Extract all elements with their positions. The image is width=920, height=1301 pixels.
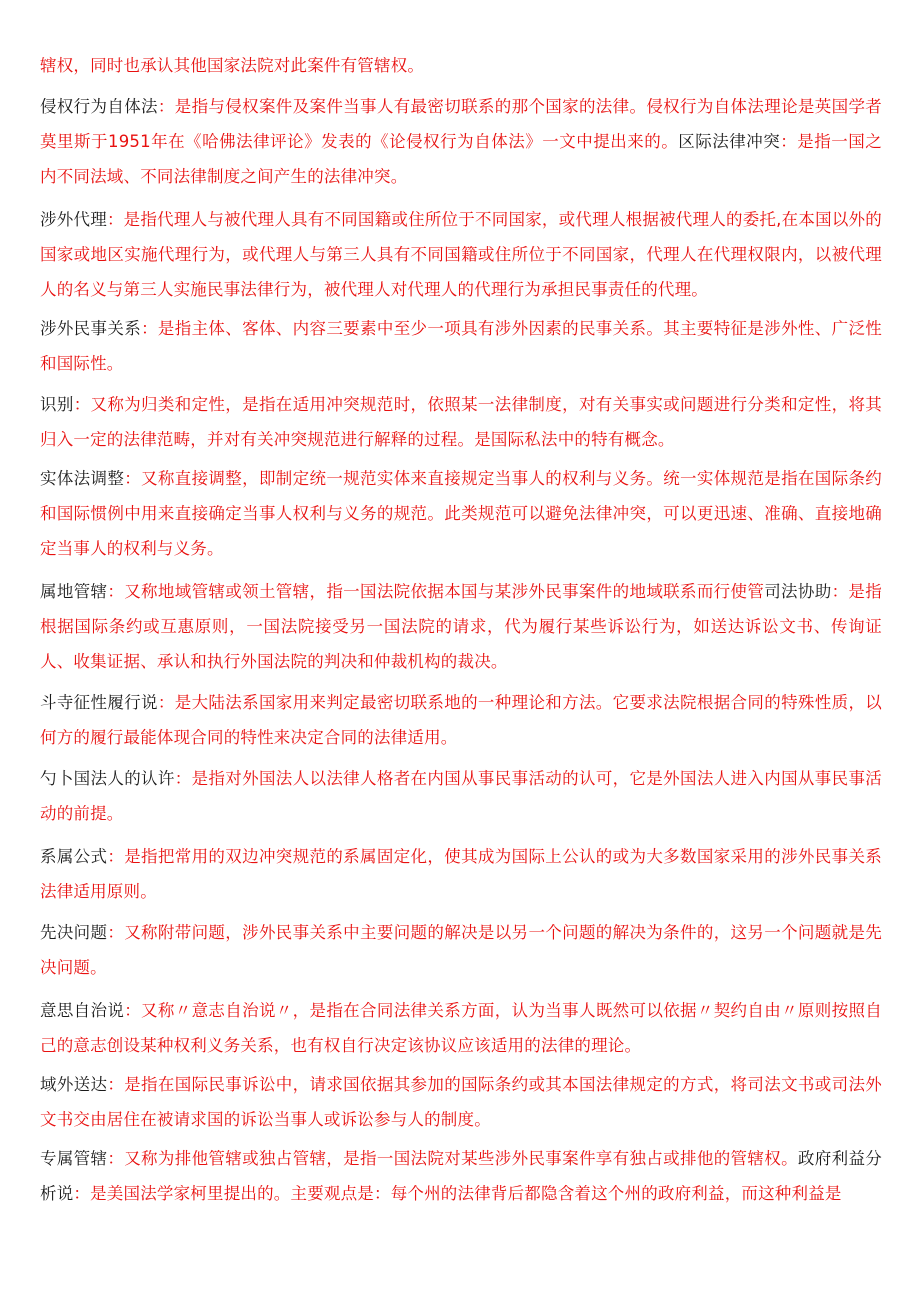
glossary-term: 区际法律冲突 xyxy=(678,132,781,151)
glossary-term: 侵权行为自体法 xyxy=(40,97,158,116)
glossary-definition: ：又称为归类和定性，是指在适用冲突规范时，依照某一法律制度，对有关事实或问题进行分类和定性，将其归入一定的法律范畴，并对有关冲突规范进行解释的过程。是国际私法中的特有概念。 xyxy=(40,395,882,449)
glossary-definition: ：是大陆法系国家用来判定最密切联系地的一种理论和方法。它要求法院根据合同的特殊性质，以何方的履行最能体现合同的特性来决定合同的法律适用。 xyxy=(40,693,882,747)
glossary-definition: ：是美国法学家柯里提出的。主要观点是：每个州的法律背后都隐含着这个州的政府利益，而这种利益是 xyxy=(73,1184,842,1203)
glossary-definition: ：是指把常用的双边冲突规范的系属固定化，使其成为国际上公认的或为大多数国家采用的涉外民事关系法律适用原则。 xyxy=(40,847,882,901)
glossary-definition: ：是指与侵权案件及案件当事人有最密切联系的那个国家的法律。侵权行为自体法理论是英国学者莫里斯于1951年在《哈佛法律评论》发表的《论侵权行为自体法》一文中提出来的。 xyxy=(40,97,882,151)
glossary-term: 属地管辖 xyxy=(40,582,108,601)
glossary-paragraph xyxy=(40,915,882,985)
glossary-paragraph xyxy=(40,461,882,566)
glossary-definition: ：又称地域管辖或领土管辖，指一国法院依据本国与某涉外民事案件的地域联系而行使管 xyxy=(107,582,765,601)
glossary-paragraph xyxy=(40,761,882,831)
document-page xyxy=(40,48,882,1215)
glossary-term: 专属管辖 xyxy=(40,1149,108,1168)
glossary-definition: ：是指主体、客体、内容三要素中至少一项具有涉外因素的民事关系。其主要特征是涉外性、广泛性和国际性。 xyxy=(40,319,882,373)
glossary-term: 系属公式 xyxy=(40,847,108,866)
glossary-paragraph xyxy=(40,202,882,307)
glossary-paragraph xyxy=(40,993,882,1063)
glossary-definition: ：是指一国之内不同法域、不同法律制度之间产生的法律冲突。 xyxy=(40,132,883,186)
glossary-definition: ：是指对外国法人以法律人格者在内国从事民事活动的认可，它是外国法人进入内国从事民事活动的前提。 xyxy=(40,769,882,823)
glossary-paragraph xyxy=(40,89,882,194)
glossary-definition: ：是指根据国际条约或互惠原则，一国法院接受另一国法院的请求，代为履行某些诉讼行为，如送达诉讼文书、传询证人、收集证据、承认和执行外国法院的判决和仲裁机构的裁决。 xyxy=(40,582,882,671)
glossary-term: 先决问题 xyxy=(40,923,108,942)
glossary-definition: ：是指在国际民事诉讼中，请求国依据其参加的国际条约或其本国法律规定的方式，将司法文书或司法外文书交由居住在被请求国的诉讼当事人或诉讼参与人的制度。 xyxy=(40,1075,882,1129)
glossary-definition: ：是指代理人与被代理人具有不同国籍或住所位于不同国家，或代理人根据被代理人的委托,在本国以外的国家或地区实施代理行为，或代理人与第三人具有不同国籍或住所位于不同国家，代理人在代理权限内，以被代理人的名义与第三人实施民事法律行为，被代理人对代理人的代理行为承担民事责任的代理。 xyxy=(40,210,882,299)
glossary-paragraph xyxy=(40,1067,882,1137)
glossary-term: 识别 xyxy=(40,395,74,414)
glossary-paragraph xyxy=(40,685,882,755)
glossary-definition: 辖权，同时也承认其他国家法院对此案件有管辖权。 xyxy=(40,56,425,75)
glossary-term: 涉外代理 xyxy=(40,210,107,229)
glossary-term: 政府利益分析说 xyxy=(40,1149,882,1203)
glossary-definition: ：又称〃意志自治说〃，是指在合同法律关系方面，认为当事人既然可以依据〃契约自由〃原则按照自己的意志创设某种权利义务关系，也有权自行决定该协议应该适用的法律的理论。 xyxy=(40,1001,883,1055)
glossary-term: 域外送达 xyxy=(40,1075,108,1094)
glossary-paragraph xyxy=(40,1141,882,1211)
glossary-term: 司法协助 xyxy=(764,582,832,601)
glossary-term: 勺卜国法人的认许 xyxy=(40,769,175,788)
glossary-term: 意思自治说 xyxy=(40,1001,125,1020)
glossary-paragraph xyxy=(40,574,882,679)
glossary-paragraph xyxy=(40,311,882,381)
glossary-term: 实体法调整 xyxy=(40,469,125,488)
glossary-paragraph xyxy=(40,387,882,457)
glossary-definition: ：又称直接调整，即制定统一规范实体来直接规定当事人的权利与义务。统一实体规范是指在国际条约和国际惯例中用来直接确定当事人权利与义务的规范。此类规范可以避免法律冲突，可以更迅速、准确、直接地确定当事人的权利与义务。 xyxy=(40,469,883,558)
glossary-term: 涉外民事关系 xyxy=(40,319,142,338)
glossary-definition: ：又称附带问题，涉外民事关系中主要问题的解决是以另一个问题的解决为条件的，这另一个问题就是先决问题。 xyxy=(40,923,882,977)
glossary-paragraph xyxy=(40,839,882,909)
glossary-paragraph xyxy=(40,48,882,83)
glossary-definition: ：又称为排他管辖或独占管辖，是指一国法院对某些涉外民事案件享有独占或排他的管辖权。 xyxy=(107,1149,798,1168)
glossary-term: 斗寺征性履行说 xyxy=(40,693,158,712)
